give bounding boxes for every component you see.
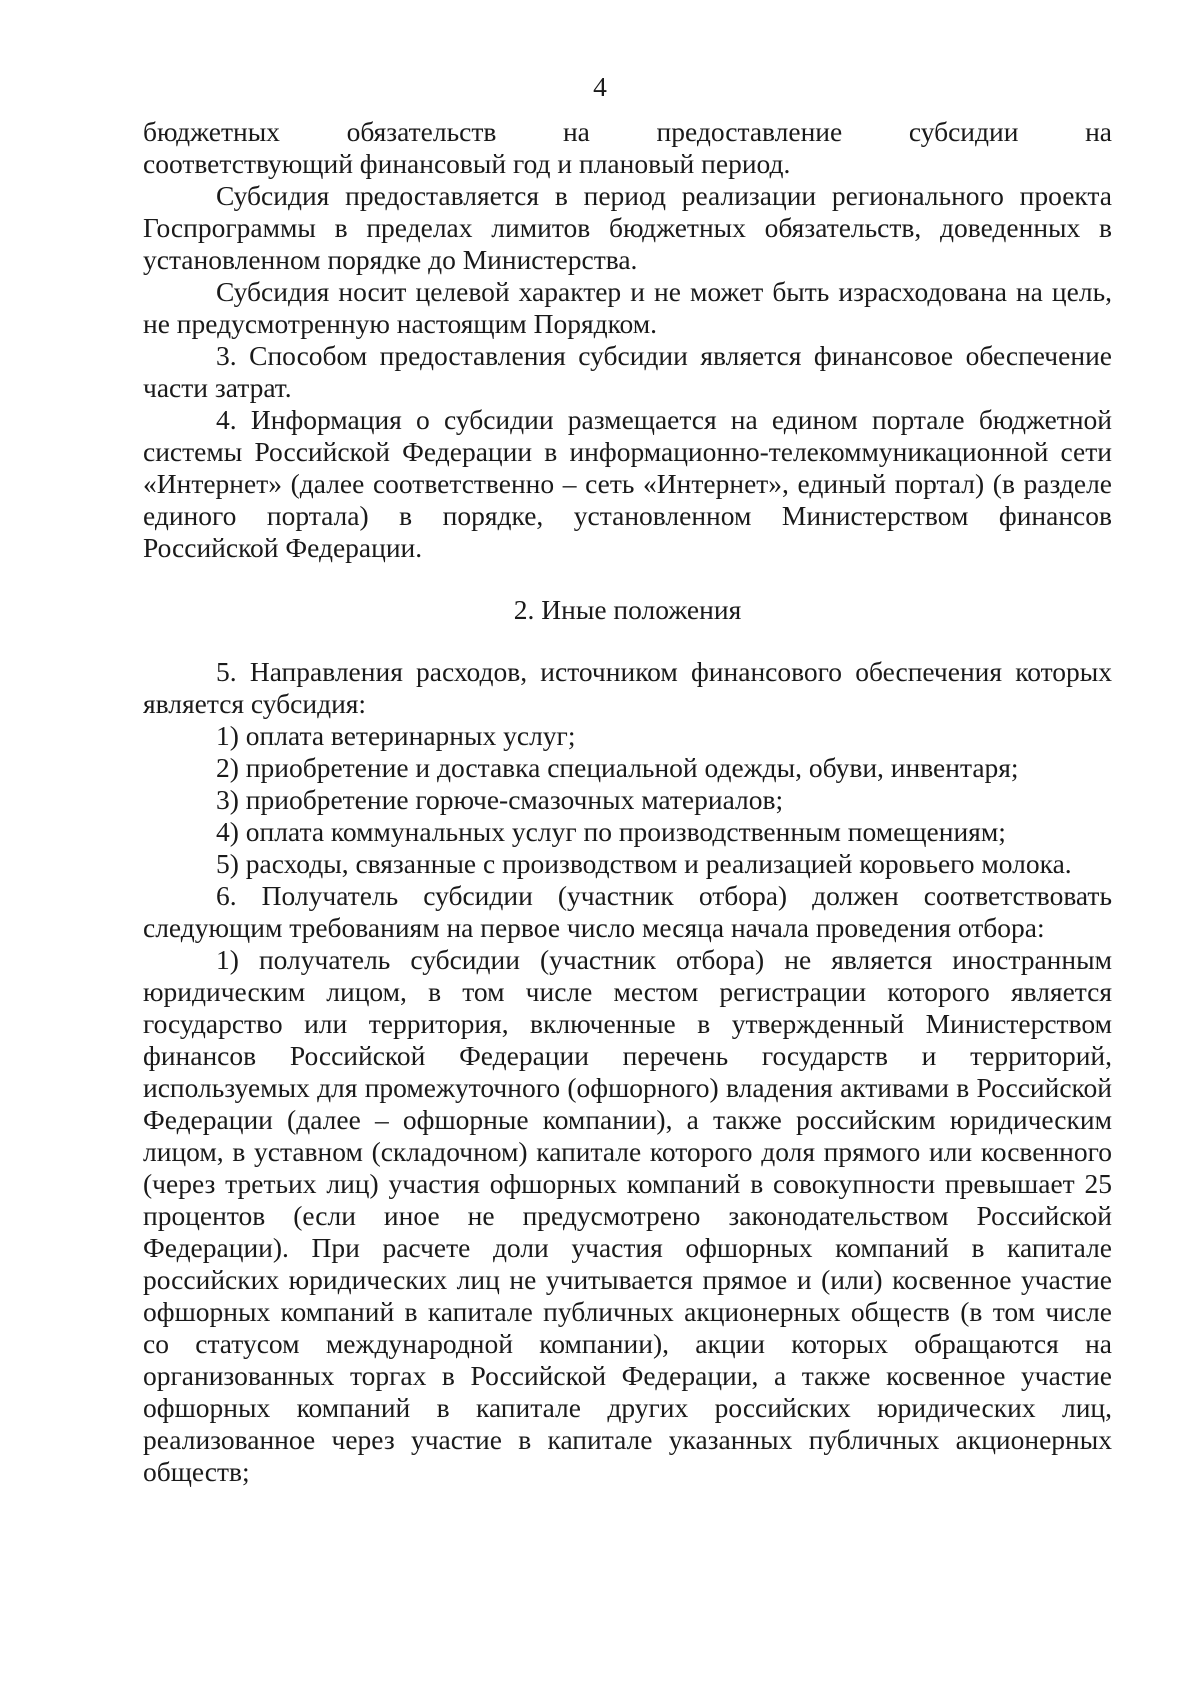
clause-5-item-3: 3) приобретение горюче-смазочных материалов; [216, 784, 784, 815]
clause-5-item-2: 2) приобретение и доставка специальной одежды, обуви, инвентаря; [216, 752, 1019, 783]
clause-4: 4. Информация о субсидии размещается на едином портале бюджетной системы Российской Федерации в информационно-телекоммуникационной сети «Интернет» (далее соответственно – сеть «Интернет», единый портал) (в разделе единого портала) в порядке, установленном Министерством финансов Российской Федерации. [143, 404, 1112, 563]
paragraph-continuation-rest: соответствующий финансовый год и плановый период. [143, 148, 791, 179]
clause-6-subitem-1: 1) получатель субсидии (участник отбора) не является иностранным юридическим лицом, в том числе местом регистрации которого является государство или территория, включенные в утвержденный Министерством финансов Российской Федерации перечень государств и территорий, используемых для промежуточного (офшорного) владения активами в Российской Федерации (далее – офшорные компании), а также российским юридическим лицом, в уставном (складочном) капитале которого доля прямого или косвенного (через третьих лиц) участия офшорных компаний в совокупности превышает 25 процентов (если иное не предусмотрено законодательством Российской Федерации). При расчете доли участия офшорных компаний в капитале российских юридических лиц не учитывается прямое и (или) косвенное участие офшорных компаний в капитале публичных акционерных обществ (в том числе со статусом международной компании), акции которых обращаются на организованных торгах в Российской Федерации, а также косвенное участие офшорных компаний в капитале других российских юридических лиц, реализованное через участие в капитале указанных публичных акционерных обществ; [143, 944, 1112, 1487]
clause-5-item-4: 4) оплата коммунальных услуг по производственным помещениям; [216, 816, 1006, 847]
paragraph-subsidy-purpose: Субсидия носит целевой характер и не может быть израсходована на цель, не предусмотренную настоящим Порядком. [143, 276, 1112, 339]
clause-5-intro: 5. Направления расходов, источником финансового обеспечения которых является субсидия: [143, 656, 1112, 719]
document-body [143, 116, 1112, 1488]
clause-5-item-5: 5) расходы, связанные с производством и реализацией коровьего молока. [216, 848, 1072, 879]
page-number: 4 [593, 71, 607, 102]
section-heading: 2. Иные положения [513, 594, 742, 625]
clause-3: 3. Способом предоставления субсидии является финансовое обеспечение части затрат. [143, 340, 1112, 403]
paragraph-continuation-line1: бюджетных обязательств на предоставление субсидии на [143, 116, 1112, 147]
clause-5-item-1: 1) оплата ветеринарных услуг; [216, 720, 576, 751]
paragraph-subsidy-period: Субсидия предоставляется в период реализации регионального проекта Госпрограммы в пределах лимитов бюджетных обязательств, доведенных в установленном порядке до Министерства. [143, 180, 1112, 275]
clause-6-intro: 6. Получатель субсидии (участник отбора) должен соответствовать следующим требованиям на первое число месяца начала проведения отбора: [143, 880, 1112, 943]
